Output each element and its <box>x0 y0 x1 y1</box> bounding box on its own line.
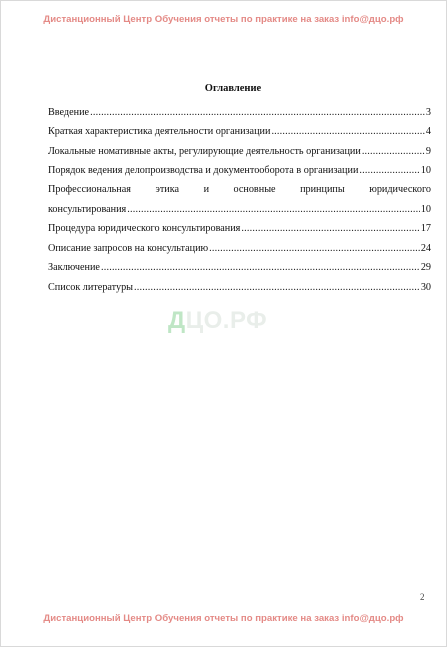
toc-entry-legal-consulting-procedure[interactable] <box>48 223 431 235</box>
toc-entry-text: Введение <box>48 107 90 118</box>
toc-leader-dots <box>241 223 419 235</box>
toc-entry-consultation-requests[interactable] <box>48 243 431 255</box>
watermark-logo-rest: ЦО.РФ <box>185 307 268 334</box>
toc-entry-word: юридического <box>369 184 431 195</box>
toc-entry-page: 30 <box>420 282 431 293</box>
toc-leader-dots <box>90 107 425 119</box>
toc-entry-page: 3 <box>425 107 431 118</box>
toc-entry-text: консультирования <box>48 204 127 215</box>
watermark-logo <box>168 307 267 335</box>
toc-entry-organization-overview[interactable] <box>48 126 431 138</box>
toc-entry-text: Порядок ведения делопроизводства и документооборота в организации <box>48 165 359 176</box>
toc-entry-word: основные <box>233 184 276 195</box>
toc-entry-word: Профессиональная <box>48 184 131 195</box>
toc-entry-text: Описание запросов на консультацию <box>48 243 209 254</box>
toc-entry-word: этика <box>155 184 180 195</box>
toc-entry-page: 10 <box>420 165 431 176</box>
toc-leader-dots <box>359 165 419 177</box>
toc-entry-introduction[interactable] <box>48 107 431 119</box>
toc-entry-professional-ethics-line2[interactable] <box>48 204 431 216</box>
watermark-footer: Дистанционный Центр Обучения отчеты по практике на заказ info@дцо.рф <box>43 613 404 624</box>
watermark-logo-accent: Д <box>168 307 186 334</box>
toc-leader-dots <box>127 204 420 216</box>
toc-entry-page: 29 <box>420 262 431 273</box>
toc-entry-records-management[interactable] <box>48 165 431 177</box>
toc-entry-page: 10 <box>420 204 431 215</box>
toc-entry-text: Локальные номативные акты, регулирующие деятельность организации <box>48 146 361 157</box>
toc-entry-professional-ethics-line1[interactable] <box>48 184 431 196</box>
toc-entry-word: принципы <box>300 184 345 195</box>
toc-entry-text: Список литературы <box>48 282 134 293</box>
toc-title: Оглавление <box>204 83 262 94</box>
toc-leader-dots <box>271 126 424 138</box>
toc-entry-page: 9 <box>425 146 431 157</box>
toc-leader-dots <box>362 146 425 158</box>
page-number: 2 <box>420 592 425 602</box>
toc-entry-bibliography[interactable] <box>48 282 431 294</box>
toc-entry-page: 24 <box>420 243 431 254</box>
toc-leader-dots <box>101 262 420 274</box>
toc-entry-conclusion[interactable] <box>48 262 431 274</box>
toc-entry-page: 4 <box>425 126 431 137</box>
watermark-header: Дистанционный Центр Обучения отчеты по практике на заказ info@дцо.рф <box>43 14 404 25</box>
toc-entry-local-regulations[interactable] <box>48 146 431 158</box>
toc-entry-text: Краткая характеристика деятельности организации <box>48 126 271 137</box>
toc-entry-text: Заключение <box>48 262 100 273</box>
toc-leader-dots <box>134 282 420 294</box>
toc-entry-page: 17 <box>420 223 431 234</box>
toc-entry-text: Процедура юридического консультирования <box>48 223 241 234</box>
toc-leader-dots <box>209 243 420 255</box>
toc-entry-word: и <box>203 184 210 195</box>
